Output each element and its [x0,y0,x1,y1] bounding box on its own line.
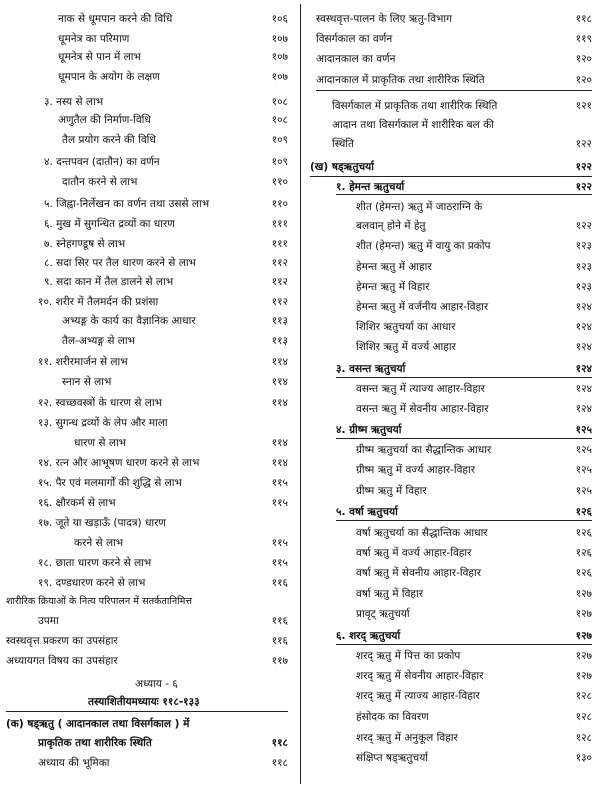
toc-entry-title: अभ्यङ्ग के कार्य का वैज्ञानिक आधार [62,315,196,327]
toc-entry-page: ११० [271,198,288,210]
toc-entry [0,556,296,572]
toc-entry [304,629,600,645]
toc-entry-page: १०९ [271,156,288,168]
toc-entry [304,382,600,398]
toc-entry-page: १२५ [575,424,592,436]
subsection-underline [336,438,592,439]
toc-entry [0,654,296,670]
toc-entry [304,260,600,276]
toc-entry [304,280,600,296]
toc-entry-page: ११२ [271,257,288,269]
toc-entry-title: दातौन करने से लाभ [62,176,138,188]
toc-entry-page: १०६ [271,13,288,25]
toc-entry [0,155,296,171]
toc-entry-title: ३. वसन्त ऋतुचर्या [336,363,406,375]
toc-entry [0,736,296,752]
toc-entry [304,546,600,562]
toc-entry [0,295,296,311]
toc-entry-page: १२७ [575,670,592,682]
toc-entry-title: धूमनेत्र का परिमाण [58,33,130,45]
toc-entry [0,476,296,492]
toc-entry-page: १२६ [575,567,592,579]
toc-entry [0,756,296,772]
toc-entry-page: ११७ [271,655,288,667]
toc-entry-page: १२४ [575,321,592,333]
toc-entry [304,710,600,726]
toc-entry-title: १६. क्षौरकर्म से लाभ [38,497,116,509]
toc-entry-page: ११६ [271,635,288,647]
toc-entry-title: ३. नस्य से लाभ [44,96,104,108]
toc-entry [304,32,600,48]
toc-entry-page: १२४ [575,363,592,375]
toc-entry-page: १२० [575,74,592,86]
toc-entry-title: ग्रीष्म ऋतु में विहार [356,485,427,497]
toc-entry-page: १२८ [575,690,592,702]
toc-entry-title: ९. सदा कान में तैल डालने से लाभ [44,276,174,288]
toc-entry-title: ७. स्नेहगण्डूष से लाभ [44,238,126,250]
toc-entry-page: १२२ [575,138,592,150]
toc-entry-title: नाक से धूमपान करने की विधि [58,13,173,25]
toc-entry-page: ११३ [271,315,288,327]
toc-entry-title: अणुतैल की निर्माण-विधि [58,114,151,126]
toc-entry-page: १२४ [575,301,592,313]
toc-entry-page: १२६ [575,506,592,518]
toc-entry-title: धूमनेत्र से पान में लाभ [58,51,141,63]
toc-entry-page: १२२ [575,161,592,173]
toc-entry-page: ११५ [271,477,288,489]
right-column [304,0,600,788]
toc-entry-title: वर्षा ऋतु में सेवनीय आहार-विहार [356,567,482,579]
toc-entry-page: ११४ [271,356,288,368]
toc-entry-title: वर्षा ऋतु में वर्ज्य आहार-विहार [356,547,472,559]
toc-entry-title: शरद् ऋतु में अनुकूल विहार [356,732,458,744]
toc-entry [304,137,600,153]
toc-entry-page: १२७ [575,588,592,600]
toc-entry-page: १२७ [575,650,592,662]
toc-entry-title: ४. दन्तपवन (दातौन) का वर्णन [44,156,160,168]
toc-entry-title: १०. शरीर में तैलमर्दन की प्रशंसा [38,296,159,308]
toc-entry [304,751,600,767]
toc-entry-title: १९. दण्डधारण करने से लाभ [38,577,146,589]
toc-entry-page: ११५ [271,497,288,509]
toc-entry [0,595,296,611]
toc-entry-title: वर्षा ऋतु में विहार [356,588,424,600]
toc-entry-title: शरद् ऋतु में त्याज्य आहार-विहार [356,690,480,702]
toc-entry-title: (क) षड्ऋतु ( आदानकाल तथा विसर्गकाल ) में [6,718,190,730]
toc-entry [304,669,600,685]
toc-entry-title: ग्रीष्म ऋतुचर्या का सैद्धान्तिक आधार [356,444,492,456]
toc-entry-page: ११८ [271,737,288,749]
toc-entry [304,362,600,378]
toc-entry-title: आदानकाल का वर्णन [316,53,396,65]
toc-entry [0,355,296,371]
toc-entry-title: संक्षिप्त षड्ऋतुचर्या [356,752,429,764]
toc-entry-title: १३. सुगन्ध द्रव्यों के लेप और माला [38,417,168,429]
toc-entry-page: ११० [271,176,288,188]
toc-entry-page: ११२ [271,296,288,308]
toc-entry [304,689,600,705]
toc-entry-title: शीत (हेमन्त) ऋतु में वायु का प्रकोप [356,240,491,252]
toc-entry-title: हेमन्त ऋतु में विहार [356,281,430,293]
toc-entry [0,95,296,111]
toc-entry-title: प्रावृट् ऋतुचर्या [356,608,410,620]
toc-entry [304,443,600,459]
toc-entry-page: १२४ [575,341,592,353]
toc-entry-title: शिशिर ऋतु में वर्ज्य आहार [356,341,456,353]
toc-entry [304,402,600,418]
toc-entry [0,237,296,253]
toc-entry-page: १०७ [271,51,288,63]
toc-entry-page: १२३ [575,281,592,293]
toc-entry [0,175,296,191]
toc-entry-page: ११४ [271,457,288,469]
toc-entry [0,50,296,66]
toc-entry-page: ११९ [575,33,592,45]
toc-entry-title: १४. रत्न और आभूषण धारण करने से लाभ [38,457,200,469]
toc-entry-title: ५. वर्षा ऋतुचर्या [336,506,398,518]
toc-entry-title: शारीरिक क्रियाओं के नित्य परिपालन में सतर्कतानिमित्त [6,596,193,607]
toc-entry [0,197,296,213]
toc-entry-title: तैल प्रयोग करने की विधि [62,134,156,146]
toc-entry [0,516,296,532]
toc-entry [0,717,296,733]
toc-entry [304,219,600,235]
toc-entry [0,396,296,412]
toc-entry-title: उपमा [38,615,59,627]
toc-entry-page: ११३ [271,335,288,347]
toc-entry [304,340,600,356]
toc-entry [0,113,296,129]
subsection-underline [336,644,592,645]
toc-entry-page: १२७ [575,608,592,620]
toc-entry-page: ११४ [271,376,288,388]
toc-entry-page: १३० [575,752,592,764]
toc-entry [0,536,296,552]
toc-entry-page: ११६ [271,615,288,627]
toc-entry-title: हेमन्त ऋतु में आहार [356,261,432,273]
column-divider [300,4,301,784]
subsection-underline [336,520,592,521]
toc-entry-page: १०९ [271,134,288,146]
toc-entry-title: १. हेमन्त ऋतुचर्या [336,181,405,193]
toc-entry [304,320,600,336]
toc-entry-title: १७. जूते या खड़ाऊँ (पादत्र) धारण [38,517,167,529]
toc-entry-page: १११ [271,218,288,230]
toc-entry [0,375,296,391]
toc-entry-title: ११. शरीरमार्जन से लाभ [38,356,128,368]
toc-entry [304,649,600,665]
toc-entry-title: वर्षा ऋतुचर्या का सैद्धान्तिक आधार [356,527,488,539]
toc-entry [304,463,600,479]
toc-entry-title: तैल-अभ्यङ्ग से लाभ [62,335,136,347]
toc-entry-title: वसन्त ऋतु में सेवनीय आहार-विहार [356,403,489,415]
toc-entry [0,70,296,86]
toc-entry-page: ११४ [271,437,288,449]
toc-entry-title: हंसोदक का विवरण [356,711,429,723]
toc-entry-page: १२३ [575,261,592,273]
toc-entry-title: स्वस्थवृत्त प्रकरण का उपसंहार [6,635,118,647]
toc-entry [0,634,296,650]
toc-entry-title: प्राकृतिक तथा शारीरिक स्थिति [38,737,152,749]
toc-entry [0,133,296,149]
toc-entry-page: १२६ [575,527,592,539]
toc-entry [0,695,296,711]
toc-entry [304,118,600,134]
toc-entry-title: ५. जिह्वा-निर्लेखन का वर्णन तथा उससे लाभ [44,198,210,210]
toc-entry [0,314,296,330]
subsection-underline [336,194,592,195]
toc-entry-title: स्नान से लाभ [62,376,112,388]
toc-entry [304,160,600,176]
toc-entry [304,99,600,115]
toc-entry [0,416,296,432]
toc-entry-title: १८. छाता धारण करने से लाभ [38,557,152,569]
toc-entry-page: ११६ [271,577,288,589]
toc-entry [0,496,296,512]
toc-entry [304,526,600,542]
toc-entry-title: शिशिर ऋतुचर्या का आधार [356,321,456,333]
toc-entry-page: १११ [271,238,288,250]
section-underline [310,176,592,177]
toc-entry-page: १२२ [575,220,592,232]
toc-entry [304,423,600,439]
toc-entry-page: १२७ [575,630,592,642]
toc-entry-page: १२१ [575,100,592,112]
toc-entry-title: ४. ग्रीष्म ऋतुचर्या [336,424,402,436]
toc-entry-title: ८. सदा सिर पर तैल धारण करने से लाभ [44,257,196,269]
toc-entry-title: अध्याय - ६ [135,678,178,690]
toc-entry-title: (ख) षड्ऋतुचर्या [310,161,374,173]
toc-entry [304,505,600,521]
toc-entry-title: वसन्त ऋतु में त्याज्य आहार-विहार [356,383,485,395]
toc-entry-title: विसर्गकाल में प्राकृतिक तथा शारीरिक स्थिति [332,100,498,112]
toc-entry [0,32,296,48]
toc-entry-page: १२४ [575,383,592,395]
toc-entry-title: ग्रीष्म ऋतु में वर्ज्य आहार-विहार [356,464,475,476]
left-column [0,0,296,788]
toc-entry-page: १२५ [575,444,592,456]
toc-entry [0,217,296,233]
toc-entry-page: १२४ [575,403,592,415]
toc-entry-title: ६. शरद् ऋतुचर्या [336,630,401,642]
toc-entry-page: १२५ [575,485,592,497]
toc-entry-title: १२. स्वच्छवस्त्रों के धारण से लाभ [38,397,162,409]
toc-entry-page: १२२ [575,181,592,193]
toc-entry-page: ११४ [271,397,288,409]
toc-entry [0,12,296,28]
toc-entry-page: १२३ [575,240,592,252]
toc-entry [0,275,296,291]
toc-entry [304,300,600,316]
toc-entry [304,484,600,500]
toc-entry-title: आदान तथा विसर्गकाल में शारीरिक बल की [332,119,494,131]
toc-entry-title: धारण से लाभ [74,437,127,449]
toc-entry [304,239,600,255]
toc-entry-page: ११५ [271,557,288,569]
toc-entry-page: १०८ [271,114,288,126]
toc-entry-page: ११५ [271,537,288,549]
toc-entry-title: स्थिति [332,138,355,150]
toc-entry-title: करने से लाभ [74,537,124,549]
toc-entry-page: १२० [575,53,592,65]
toc-entry-title: आदानकाल में प्राकृतिक तथा शारीरिक स्थिति [316,74,485,86]
toc-entry [0,436,296,452]
toc-entry [304,12,600,28]
toc-entry-title: अध्यायगत विषय का उपसंहार [6,655,118,667]
toc-entry [304,200,600,216]
toc-entry-page: १२८ [575,711,592,723]
toc-entry [304,52,600,68]
toc-entry-page: १२५ [575,464,592,476]
toc-entry-page: ११२ [271,276,288,288]
toc-entry [0,334,296,350]
toc-entry-page: १२६ [575,547,592,559]
toc-entry [0,456,296,472]
toc-entry-title: शरद् ऋतु में पित्त का प्रकोप [356,650,461,662]
toc-entry-title: बलवान् होने में हेतु [356,220,426,232]
toc-entry-title: हेमन्त ऋतु में वर्जनीय आहार-विहार [356,301,489,313]
toc-entry-page: १०८ [271,96,288,108]
toc-entry-title: विसर्गकाल का वर्णन [316,33,393,45]
toc-entry [304,587,600,603]
toc-entry [0,614,296,630]
toc-entry [0,677,296,693]
toc-entry [304,731,600,747]
toc-entry [304,607,600,623]
toc-entry-title: शरद् ऋतु में सेवनीय आहार-विहार [356,670,484,682]
toc-entry-title: १५. पैर एवं मलमार्गों की शुद्धि से लाभ [38,477,182,489]
toc-entry [0,256,296,272]
toc-entry-page: १०७ [271,71,288,83]
toc-entry-page: ११८ [271,757,288,769]
toc-entry-page: ११८ [575,13,592,25]
toc-entry-page: १०७ [271,33,288,45]
toc-entry-title: अध्याय की भूमिका [38,757,110,769]
toc-entry [0,576,296,592]
subsection-underline [336,377,592,378]
toc-entry-title: धूमपान के अयोग के लक्षण [58,71,160,83]
section-underline [316,90,592,91]
toc-entry [304,73,600,89]
toc-entry-page: १२८ [575,732,592,744]
toc-entry [304,566,600,582]
chapter-underline [6,711,288,712]
toc-entry-title: ६. मुख में सुगन्धित द्रव्यों का धारण [44,218,175,230]
toc-entry-title: शीत (हेमन्त) ऋतु में जाठराग्नि के [356,201,483,213]
toc-entry-title: तस्याशितीयमध्यायः ११८-१३३ [88,696,200,708]
toc-entry-title: स्वस्थवृत्त-पालन के लिए ऋतु-विभाग [316,13,453,25]
